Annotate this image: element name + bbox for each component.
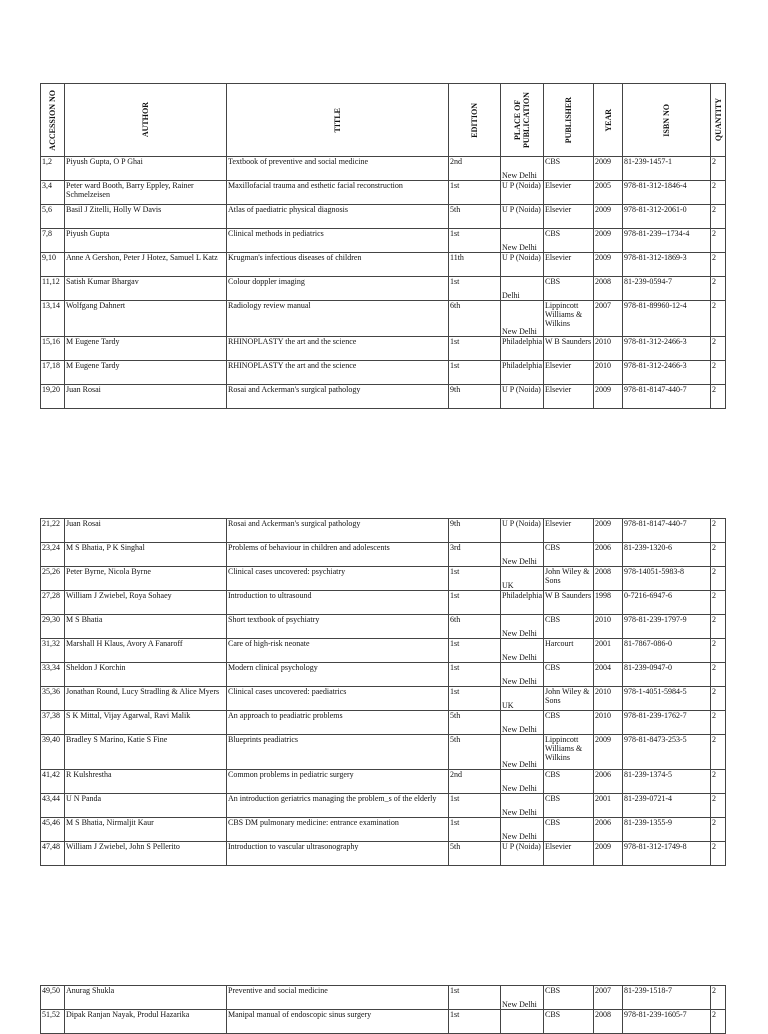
year-cell: 2009 — [594, 735, 623, 770]
accession-cell: 43,44 — [41, 794, 65, 818]
accession-cell: 35,36 — [41, 687, 65, 711]
place-cell: U P (Noida) — [501, 205, 544, 229]
author-cell: William J Zwiebel, John S Pellerito — [65, 842, 227, 866]
edition-cell: 9th — [449, 385, 501, 409]
quantity-cell: 2 — [711, 301, 726, 337]
isbn-cell: 81-239-1457-1 — [623, 157, 711, 181]
quantity-cell: 2 — [711, 986, 726, 1010]
quantity-cell: 2 — [711, 543, 726, 567]
year-cell: 2006 — [594, 543, 623, 567]
quantity-cell: 2 — [711, 205, 726, 229]
isbn-cell: 978-14051-5983-8 — [623, 567, 711, 591]
edition-cell: 1st — [449, 1010, 501, 1034]
isbn-cell: 978-81-239-1605-7 — [623, 1010, 711, 1034]
table-row — [41, 615, 726, 639]
quantity-cell: 2 — [711, 567, 726, 591]
quantity-cell: 2 — [711, 157, 726, 181]
quantity-cell: 2 — [711, 842, 726, 866]
author-cell: M S Bhatia — [65, 615, 227, 639]
edition-cell: 2nd — [449, 157, 501, 181]
isbn-cell: 978-81-239--1734-4 — [623, 229, 711, 253]
title-cell: Clinical methods in pediatrics — [227, 229, 449, 253]
edition-cell: 1st — [449, 181, 501, 205]
year-cell: 2001 — [594, 639, 623, 663]
accession-cell: 27,28 — [41, 591, 65, 615]
isbn-cell: 978-81-312-2466-3 — [623, 361, 711, 385]
accession-cell: 21,22 — [41, 519, 65, 543]
isbn-cell: 978-81-8147-440-7 — [623, 385, 711, 409]
header-edition: EDITION — [449, 84, 501, 157]
edition-cell: 1st — [449, 591, 501, 615]
publisher-cell: Lippincott Williams & Wilkins — [544, 735, 594, 770]
table-row — [41, 181, 726, 205]
quantity-cell: 2 — [711, 794, 726, 818]
place-cell: New Delhi — [501, 639, 544, 663]
publisher-cell: Lippincott Williams & Wilkins — [544, 301, 594, 337]
publisher-cell: CBS — [544, 229, 594, 253]
place-cell: Philadelphia — [501, 591, 544, 615]
header-isbn: ISBN NO — [623, 84, 711, 157]
publisher-cell: CBS — [544, 794, 594, 818]
quantity-cell: 2 — [711, 519, 726, 543]
place-cell: Philadelphia — [501, 337, 544, 361]
table-row — [41, 337, 726, 361]
publisher-cell: Elsevier — [544, 361, 594, 385]
edition-cell: 6th — [449, 301, 501, 337]
isbn-cell: 978-1-4051-5984-5 — [623, 687, 711, 711]
isbn-cell: 81-239-1355-9 — [623, 818, 711, 842]
accession-cell: 11,12 — [41, 277, 65, 301]
place-cell: U P (Noida) — [501, 181, 544, 205]
isbn-cell: 978-81-8473-253-5 — [623, 735, 711, 770]
quantity-cell: 2 — [711, 639, 726, 663]
place-cell: New Delhi — [501, 615, 544, 639]
isbn-cell: 0-7216-6947-6 — [623, 591, 711, 615]
edition-cell: 1st — [449, 818, 501, 842]
year-cell: 2008 — [594, 567, 623, 591]
place-cell: Delhi — [501, 277, 544, 301]
edition-cell: 1st — [449, 687, 501, 711]
edition-cell: 11th — [449, 253, 501, 277]
header-author: AUTHOR — [65, 84, 227, 157]
place-cell: New Delhi — [501, 711, 544, 735]
title-cell: CBS DM pulmonary medicine: entrance examination — [227, 818, 449, 842]
accession-cell: 47,48 — [41, 842, 65, 866]
publisher-cell: CBS — [544, 663, 594, 687]
year-cell: 2010 — [594, 615, 623, 639]
table-row — [41, 567, 726, 591]
header-row — [41, 84, 726, 157]
publisher-cell: Elsevier — [544, 385, 594, 409]
year-cell: 2009 — [594, 157, 623, 181]
publisher-cell: Harcourt — [544, 639, 594, 663]
table-row — [41, 818, 726, 842]
place-cell: UK — [501, 567, 544, 591]
title-cell: Colour doppler imaging — [227, 277, 449, 301]
publisher-cell: CBS — [544, 277, 594, 301]
publisher-cell: CBS — [544, 1010, 594, 1034]
author-cell: Piyush Gupta — [65, 229, 227, 253]
title-cell: Clinical cases uncovered: paediatrics — [227, 687, 449, 711]
year-cell: 1998 — [594, 591, 623, 615]
table-row — [41, 639, 726, 663]
publisher-cell: CBS — [544, 711, 594, 735]
accession-cell: 15,16 — [41, 337, 65, 361]
header-place: PLACE OF PUBLICATION — [501, 84, 544, 157]
quantity-cell: 2 — [711, 711, 726, 735]
isbn-cell: 81-7867-086-0 — [623, 639, 711, 663]
table-row — [41, 361, 726, 385]
quantity-cell: 2 — [711, 277, 726, 301]
author-cell: U N Panda — [65, 794, 227, 818]
place-cell: U P (Noida) — [501, 253, 544, 277]
title-cell: Maxillofacial trauma and esthetic facial reconstruction — [227, 181, 449, 205]
table-row — [41, 986, 726, 1010]
place-cell: New Delhi — [501, 229, 544, 253]
place-cell: New Delhi — [501, 986, 544, 1010]
author-cell: R Kulshrestha — [65, 770, 227, 794]
quantity-cell: 2 — [711, 770, 726, 794]
title-cell: Short textbook of psychiatry — [227, 615, 449, 639]
edition-cell: 5th — [449, 711, 501, 735]
title-cell: RHINOPLASTY the art and the science — [227, 337, 449, 361]
isbn-cell: 978-81-239-1797-9 — [623, 615, 711, 639]
author-cell: Piyush Gupta, O P Ghai — [65, 157, 227, 181]
accession-cell: 17,18 — [41, 361, 65, 385]
edition-cell: 1st — [449, 663, 501, 687]
year-cell: 2010 — [594, 337, 623, 361]
isbn-cell: 978-81-312-1869-3 — [623, 253, 711, 277]
table-row — [41, 770, 726, 794]
title-cell: An approach to peadiatric problems — [227, 711, 449, 735]
isbn-cell: 81-239-1518-7 — [623, 986, 711, 1010]
isbn-cell: 81-239-0947-0 — [623, 663, 711, 687]
publisher-cell: John Wiley & Sons — [544, 567, 594, 591]
header-publisher: PUBLISHER — [544, 84, 594, 157]
author-cell: Basil J Zitelli, Holly W Davis — [65, 205, 227, 229]
quantity-cell: 2 — [711, 818, 726, 842]
edition-cell: 1st — [449, 337, 501, 361]
publisher-cell: W B Saunders — [544, 337, 594, 361]
table-row — [41, 229, 726, 253]
place-cell: UK — [501, 687, 544, 711]
year-cell: 2010 — [594, 711, 623, 735]
accession-cell: 1,2 — [41, 157, 65, 181]
table-row — [41, 205, 726, 229]
table-row — [41, 253, 726, 277]
place-cell: New Delhi — [501, 794, 544, 818]
table-row — [41, 519, 726, 543]
edition-cell: 1st — [449, 986, 501, 1010]
place-cell: New Delhi — [501, 735, 544, 770]
quantity-cell: 2 — [711, 591, 726, 615]
title-cell: Rosai and Ackerman's surgical pathology — [227, 519, 449, 543]
edition-cell: 2nd — [449, 770, 501, 794]
quantity-cell: 2 — [711, 181, 726, 205]
table-row — [41, 842, 726, 866]
publisher-cell: CBS — [544, 818, 594, 842]
edition-cell: 5th — [449, 735, 501, 770]
edition-cell: 1st — [449, 361, 501, 385]
header-title: TITLE — [227, 84, 449, 157]
isbn-cell: 81-239-1320-6 — [623, 543, 711, 567]
author-cell: Juan Rosai — [65, 519, 227, 543]
quantity-cell: 2 — [711, 361, 726, 385]
publisher-cell: CBS — [544, 615, 594, 639]
title-cell: RHINOPLASTY the art and the science — [227, 361, 449, 385]
title-cell: Radiology review manual — [227, 301, 449, 337]
quantity-cell: 2 — [711, 663, 726, 687]
isbn-cell: 978-81-312-1846-4 — [623, 181, 711, 205]
edition-cell: 1st — [449, 639, 501, 663]
quantity-cell: 2 — [711, 229, 726, 253]
author-cell: Marshall H Klaus, Avory A Fanaroff — [65, 639, 227, 663]
title-cell: Krugman's infectious diseases of children — [227, 253, 449, 277]
edition-cell: 1st — [449, 277, 501, 301]
author-cell: Satish Kumar Bhargav — [65, 277, 227, 301]
quantity-cell: 2 — [711, 735, 726, 770]
quantity-cell: 2 — [711, 385, 726, 409]
table-row — [41, 687, 726, 711]
quantity-cell: 2 — [711, 1010, 726, 1034]
author-cell: Anurag Shukla — [65, 986, 227, 1010]
author-cell: Anne A Gershon, Peter J Hotez, Samuel L Katz — [65, 253, 227, 277]
author-cell: M S Bhatia, P K Singhal — [65, 543, 227, 567]
year-cell: 2008 — [594, 1010, 623, 1034]
accession-cell: 37,38 — [41, 711, 65, 735]
table-row — [41, 591, 726, 615]
title-cell: Problems of behaviour in children and adolescents — [227, 543, 449, 567]
place-cell: New Delhi — [501, 543, 544, 567]
accession-cell: 19,20 — [41, 385, 65, 409]
isbn-cell: 978-81-312-1749-8 — [623, 842, 711, 866]
title-cell: Manipal manual of endoscopic sinus surgery — [227, 1010, 449, 1034]
publisher-cell: John Wiley & Sons — [544, 687, 594, 711]
quantity-cell: 2 — [711, 337, 726, 361]
isbn-cell: 978-81-239-1762-7 — [623, 711, 711, 735]
accession-cell: 33,34 — [41, 663, 65, 687]
author-cell: M Eugene Tardy — [65, 361, 227, 385]
accession-cell: 9,10 — [41, 253, 65, 277]
author-cell: S K Mittal, Vijay Agarwal, Ravi Malik — [65, 711, 227, 735]
accession-cell: 25,26 — [41, 567, 65, 591]
edition-cell: 5th — [449, 205, 501, 229]
edition-cell: 9th — [449, 519, 501, 543]
year-cell: 2006 — [594, 770, 623, 794]
publisher-cell: Elsevier — [544, 842, 594, 866]
title-cell: Rosai and Ackerman's surgical pathology — [227, 385, 449, 409]
year-cell: 2004 — [594, 663, 623, 687]
table-row — [41, 543, 726, 567]
accession-cell: 41,42 — [41, 770, 65, 794]
isbn-cell: 978-81-89960-12-4 — [623, 301, 711, 337]
header-year: YEAR — [594, 84, 623, 157]
publisher-cell: CBS — [544, 770, 594, 794]
year-cell: 2009 — [594, 385, 623, 409]
publisher-cell: Elsevier — [544, 519, 594, 543]
place-cell — [501, 1010, 544, 1034]
title-cell: Care of high-risk neonate — [227, 639, 449, 663]
header-quantity: QUANTITY — [711, 84, 726, 157]
title-cell: Preventive and social medicine — [227, 986, 449, 1010]
year-cell: 2009 — [594, 842, 623, 866]
title-cell: Atlas of paediatric physical diagnosis — [227, 205, 449, 229]
year-cell: 2007 — [594, 301, 623, 337]
edition-cell: 5th — [449, 842, 501, 866]
place-cell: New Delhi — [501, 663, 544, 687]
title-cell: Textbook of preventive and social medicine — [227, 157, 449, 181]
book-table-3 — [40, 985, 726, 1034]
publisher-cell: Elsevier — [544, 205, 594, 229]
header-accession-no: ACCESSION NO — [41, 84, 65, 157]
title-cell: Introduction to ultrasound — [227, 591, 449, 615]
place-cell: U P (Noida) — [501, 385, 544, 409]
publisher-cell: W B Saunders — [544, 591, 594, 615]
place-cell: Philadelphia — [501, 361, 544, 385]
isbn-cell: 978-81-312-2061-0 — [623, 205, 711, 229]
title-cell: Introduction to vascular ultrasonography — [227, 842, 449, 866]
quantity-cell: 2 — [711, 253, 726, 277]
accession-cell: 51,52 — [41, 1010, 65, 1034]
year-cell: 2007 — [594, 986, 623, 1010]
place-cell: New Delhi — [501, 770, 544, 794]
accession-cell: 49,50 — [41, 986, 65, 1010]
isbn-cell: 81-239-0721-4 — [623, 794, 711, 818]
author-cell: Wolfgang Dahnert — [65, 301, 227, 337]
year-cell: 2001 — [594, 794, 623, 818]
author-cell: William J Zwiebel, Roya Sohaey — [65, 591, 227, 615]
author-cell: Bradley S Marino, Katie S Fine — [65, 735, 227, 770]
author-cell: Sheldon J Korchin — [65, 663, 227, 687]
accession-cell: 23,24 — [41, 543, 65, 567]
author-cell: Peter ward Booth, Barry Eppley, Rainer Schmelzeisen — [65, 181, 227, 205]
accession-cell: 29,30 — [41, 615, 65, 639]
year-cell: 2009 — [594, 519, 623, 543]
year-cell: 2009 — [594, 229, 623, 253]
accession-cell: 7,8 — [41, 229, 65, 253]
place-cell: New Delhi — [501, 157, 544, 181]
quantity-cell: 2 — [711, 615, 726, 639]
table-row — [41, 663, 726, 687]
edition-cell: 3rd — [449, 543, 501, 567]
edition-cell: 6th — [449, 615, 501, 639]
title-cell: Blueprints peadiatrics — [227, 735, 449, 770]
publisher-cell: Elsevier — [544, 181, 594, 205]
quantity-cell: 2 — [711, 687, 726, 711]
table-row — [41, 735, 726, 770]
book-table-1 — [40, 83, 726, 409]
year-cell: 2008 — [594, 277, 623, 301]
author-cell: M Eugene Tardy — [65, 337, 227, 361]
publisher-cell: CBS — [544, 986, 594, 1010]
place-cell: New Delhi — [501, 818, 544, 842]
year-cell: 2006 — [594, 818, 623, 842]
year-cell: 2009 — [594, 253, 623, 277]
accession-cell: 3,4 — [41, 181, 65, 205]
author-cell: Juan Rosai — [65, 385, 227, 409]
place-cell: U P (Noida) — [501, 519, 544, 543]
accession-cell: 39,40 — [41, 735, 65, 770]
place-cell: New Delhi — [501, 301, 544, 337]
author-cell: Peter Byrne, Nicola Byrne — [65, 567, 227, 591]
edition-cell: 1st — [449, 794, 501, 818]
year-cell: 2009 — [594, 205, 623, 229]
title-cell: Clinical cases uncovered: psychiatry — [227, 567, 449, 591]
accession-cell: 31,32 — [41, 639, 65, 663]
title-cell: Common problems in pediatric surgery — [227, 770, 449, 794]
publisher-cell: CBS — [544, 543, 594, 567]
accession-cell: 13,14 — [41, 301, 65, 337]
table-row — [41, 157, 726, 181]
isbn-cell: 978-81-312-2466-3 — [623, 337, 711, 361]
accession-cell: 5,6 — [41, 205, 65, 229]
book-table-2 — [40, 518, 726, 866]
author-cell: M S Bhatia, Nirmaljit Kaur — [65, 818, 227, 842]
publisher-cell: CBS — [544, 157, 594, 181]
year-cell: 2010 — [594, 687, 623, 711]
table-row — [41, 301, 726, 337]
table-row — [41, 711, 726, 735]
table-row — [41, 385, 726, 409]
accession-cell: 45,46 — [41, 818, 65, 842]
title-cell: Modern clinical psychology — [227, 663, 449, 687]
edition-cell: 1st — [449, 229, 501, 253]
isbn-cell: 978-81-8147-440-7 — [623, 519, 711, 543]
table-row — [41, 277, 726, 301]
table-row — [41, 794, 726, 818]
year-cell: 2010 — [594, 361, 623, 385]
place-cell: U P (Noida) — [501, 842, 544, 866]
edition-cell: 1st — [449, 567, 501, 591]
table-row — [41, 1010, 726, 1034]
isbn-cell: 81-239-1374-5 — [623, 770, 711, 794]
isbn-cell: 81-239-0594-7 — [623, 277, 711, 301]
title-cell: An introduction geriatrics managing the problem_s of the elderly — [227, 794, 449, 818]
year-cell: 2005 — [594, 181, 623, 205]
author-cell: Dipak Ranjan Nayak, Produl Hazarika — [65, 1010, 227, 1034]
publisher-cell: Elsevier — [544, 253, 594, 277]
author-cell: Jonathan Round, Lucy Stradling & Alice Myers — [65, 687, 227, 711]
